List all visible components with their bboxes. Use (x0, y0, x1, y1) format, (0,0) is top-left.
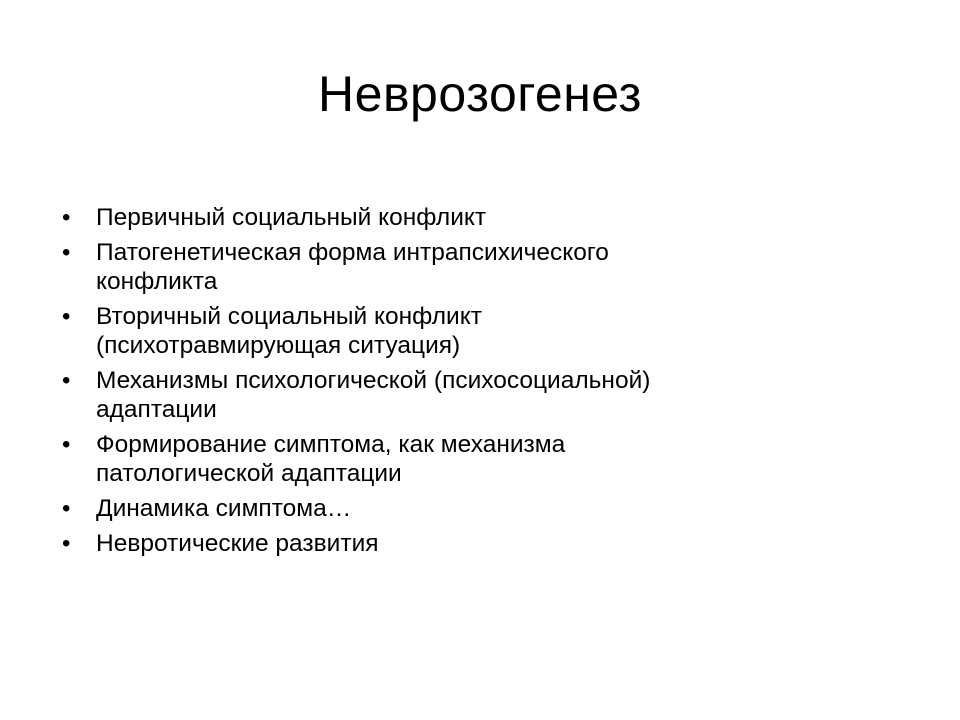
bullet-item (62, 238, 882, 296)
bullet-text-line: Динамика симптома… (96, 495, 352, 522)
bullet-dot-icon: • (62, 495, 71, 522)
bullet-dot-icon: • (62, 530, 71, 557)
bullet-item (62, 366, 882, 424)
bullet-dot-icon: • (62, 431, 71, 458)
bullet-text-line: Вторичный социальный конфликт (96, 303, 482, 330)
bullet-item (62, 302, 882, 360)
bullet-dot-icon: • (62, 204, 71, 231)
bullet-text-line: Формирование симптома, как механизма (96, 431, 566, 458)
bullet-dot-icon: • (62, 303, 71, 330)
bullet-item (62, 494, 882, 523)
bullet-list (62, 203, 882, 564)
bullet-text-line: адаптации (96, 396, 217, 423)
bullet-dot-icon: • (62, 239, 71, 266)
bullet-text-line: Первичный социальный конфликт (96, 204, 487, 231)
bullet-text-line: Механизмы психологической (психосоциальной) (96, 367, 651, 394)
bullet-dot-icon: • (62, 367, 71, 394)
bullet-text-line: Невротические развития (96, 530, 379, 557)
bullet-text-line: конфликта (96, 268, 218, 295)
slide-title: Невроз​огенез (318, 66, 642, 122)
bullet-text-line: Патогенетическая форма интрапсихического (96, 239, 609, 266)
bullet-text-line: (психотравмирующая ситуация) (96, 332, 461, 359)
bullet-item (62, 203, 882, 232)
bullet-text-line: патологической адаптации (96, 460, 402, 487)
bullet-item (62, 529, 882, 558)
bullet-item (62, 430, 882, 488)
